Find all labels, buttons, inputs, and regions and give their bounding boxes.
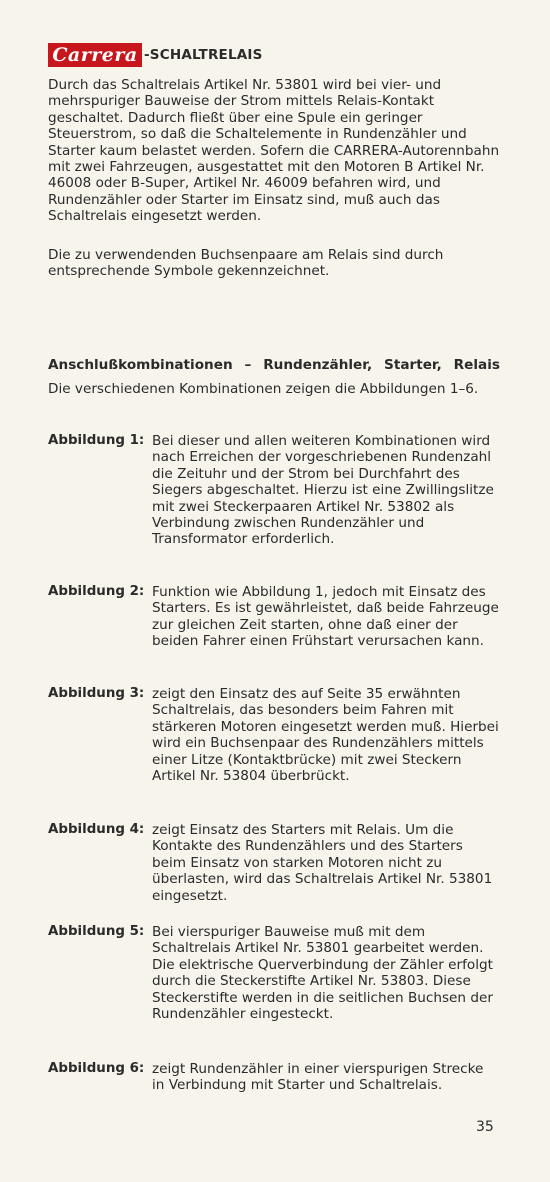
subsection-title-part: Starter, xyxy=(384,357,442,373)
figure-label: Abbildung 6: xyxy=(48,1061,145,1076)
figure-entry-5 xyxy=(48,924,500,1022)
figure-entry-3 xyxy=(48,686,500,784)
carrera-logo: Carrera xyxy=(48,43,142,67)
subsection-title-part: Relais xyxy=(453,357,500,373)
page-number: 35 xyxy=(476,1119,494,1135)
subsection-title-part: Anschlußkombinationen xyxy=(48,357,233,373)
figure-entry-2 xyxy=(48,584,500,650)
figure-description: zeigt Rundenzähler in einer vierspurigen Strecke in Verbindung mit Starter und Schaltrelais. xyxy=(152,1061,484,1094)
figure-description: Bei vierspuriger Bauweise muß mit dem Schaltrelais Artikel Nr. 53801 gearbeitet werden. Die elektrische Querverbindung der Zähler erfolgt durch die Steckerstifte Artikel Nr. 53803. Diese Steckerstifte werden in die seitlichen Buchsen der Rundenzähler eingesteckt. xyxy=(152,924,493,1023)
figure-label: Abbildung 2: xyxy=(48,584,145,599)
subsection-title-part: Rundenzähler, xyxy=(263,357,373,373)
figure-entry-4 xyxy=(48,822,500,904)
figure-label: Abbildung 4: xyxy=(48,822,145,837)
intro-paragraph-2: Die zu verwendenden Buchsenpaare am Relais sind durch entsprechende Symbole gekennzeichnet. xyxy=(48,247,444,280)
subsection-title xyxy=(48,356,500,374)
intro-paragraph-1: Durch das Schaltrelais Artikel Nr. 53801 wird bei vier- und mehrspuriger Bauweise der Strom mittels Relais-Kontakt geschaltet. Dadurch fließt über eine Spule ein geringer Steuerstrom, so daß die Schaltelemente in Rundenzähler und Starter kaum belastet werden. Sofern die CARRERA-Autorennbahn mit zwei Fahrzeugen, ausgestattet mit den Motoren B Artikel Nr. 46008 oder B-Super, Artikel Nr. 46009 befahren wird, und Rundenzähler oder Starter im Einsatz sind, muß auch das Schaltrelais eingesetzt werden. xyxy=(48,77,500,225)
figure-label: Abbildung 3: xyxy=(48,686,145,701)
heading-title: -SCHALTRELAIS xyxy=(144,47,263,63)
figure-description: zeigt Einsatz des Starters mit Relais. Um die Kontakte des Rundenzählers und des Starters beim Einsatz von starken Motoren nicht zu überlasten, wird das Schaltrelais Artikel Nr. 53801 eingesetzt. xyxy=(152,822,493,904)
figure-label: Abbildung 5: xyxy=(48,924,145,939)
subsection-intro: Die verschiedenen Kombinationen zeigen die Abbildungen 1–6. xyxy=(48,381,479,397)
figure-label: Abbildung 1: xyxy=(48,433,145,448)
section-heading xyxy=(48,42,263,68)
subsection-title-part: – xyxy=(244,357,252,373)
figure-description: zeigt den Einsatz des auf Seite 35 erwähnten Schaltrelais, das besonders beim Fahren mit stärkeren Motoren eingesetzt werden muß. Hierbei wird ein Buchsenpaar des Rundenzählers mittels einer Litze (Kontaktbrücke) mit zwei Steckern Artikel Nr. 53804 überbrückt. xyxy=(152,686,499,785)
figure-entry-6 xyxy=(48,1061,500,1094)
figure-description: Bei dieser und allen weiteren Kombinationen wird nach Erreichen der vorgeschriebenen Rundenzahl die Zeituhr und der Strom bei Durchfahrt des Siegers abgeschaltet. Hierzu ist eine Zwillingslitze mit zwei Steckerpaaren Artikel Nr. 53802 als Verbindung zwischen Rundenzähler und Transformator erforderlich. xyxy=(152,433,494,548)
figure-description: Funktion wie Abbildung 1, jedoch mit Einsatz des Starters. Es ist gewährleistet, daß beide Fahrzeuge zur gleichen Zeit starten, ohne daß einer der beiden Fahrer einen Frühstart verursachen kann. xyxy=(152,584,499,650)
figure-entry-1 xyxy=(48,433,500,548)
